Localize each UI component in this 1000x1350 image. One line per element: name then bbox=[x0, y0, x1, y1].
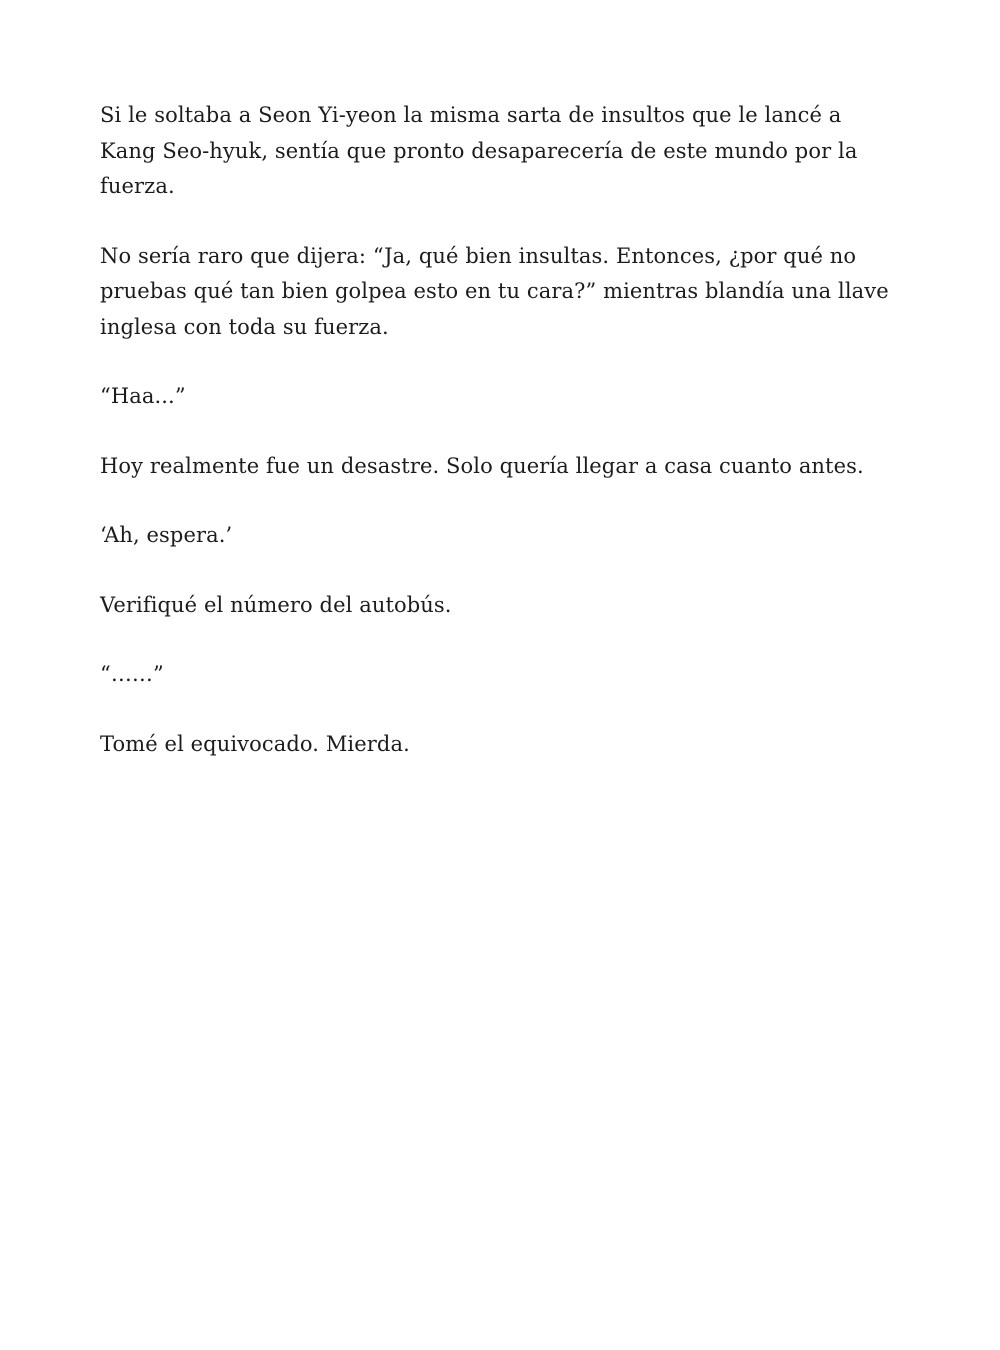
document-body bbox=[100, 98, 900, 762]
paragraph: No sería raro que dijera: “Ja, qué bien insultas. Entonces, ¿por qué no pruebas qué tan bien golpea esto en tu cara?” mientras blandía una llave inglesa con toda su fuerza. bbox=[100, 243, 889, 339]
paragraph: Si le soltaba a Seon Yi-yeon la misma sarta de insultos que le lancé a Kang Seo-hyuk, sentía que pronto desaparecería de este mundo por la fuerza. bbox=[100, 103, 858, 198]
paragraph: Hoy realmente fue un desastre. Solo quería llegar a casa cuanto antes. bbox=[100, 453, 864, 478]
paragraph: “Haa...” bbox=[100, 384, 186, 408]
paragraph: Tomé el equivocado. Mierda. bbox=[100, 731, 410, 756]
paragraph: “……” bbox=[100, 662, 164, 686]
paragraph: ‘Ah, espera.’ bbox=[100, 523, 233, 547]
paragraph: Verifiqué el número del autobús. bbox=[100, 592, 452, 617]
